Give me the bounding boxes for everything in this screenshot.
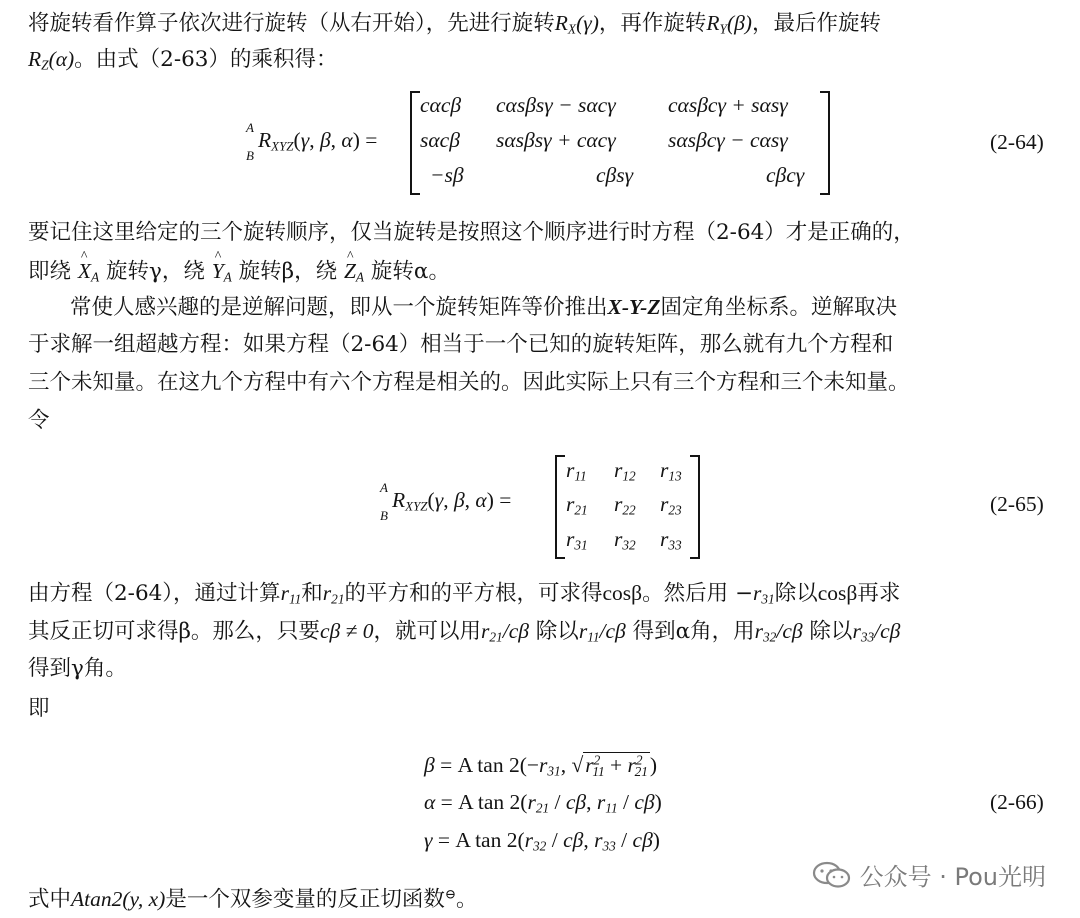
paragraph-4-line-3: 得到γ角。 bbox=[28, 656, 127, 681]
paragraph-1-line-1: 将旋转看作算子依次进行旋转（从右开始），先进行旋转$R_X(\gamma)$，再作旋转$R_Y(\beta)$，最后作旋转 bbox=[28, 11, 881, 37]
paragraph-3-line-1: 常使人感兴趣的是逆解问题，即从一个旋转矩阵等价推出X-Y-Z固定角坐标系。逆解取决 bbox=[70, 295, 897, 320]
eq65-left-bracket bbox=[555, 455, 565, 559]
eq65-cell: $r_{12}$ bbox=[614, 458, 636, 484]
paragraph-3-line-2: 于求解一组超越方程：如果方程（2-64）相当于一个已知的旋转矩阵，那么就有九个方程和 bbox=[28, 332, 894, 357]
rx-gamma: $R_X(\gamma)$ bbox=[554, 11, 599, 37]
eq65-cell: $r_{11}$ bbox=[566, 458, 587, 484]
footnote-mark: ⊖ bbox=[444, 886, 457, 902]
paragraph-2-line-1: 要记住这里给定的三个旋转顺序，仅当旋转是按照这个顺序进行时方程（2-64）才是正确的， bbox=[28, 220, 915, 245]
eq65-cell: $r_{22}$ bbox=[614, 492, 636, 518]
eq64-cell: −sβ bbox=[430, 163, 464, 187]
paragraph-3-line-4: 令 bbox=[28, 408, 50, 433]
eq65-cell: $r_{32}$ bbox=[614, 527, 636, 553]
eq64-number: (2-64) bbox=[990, 130, 1044, 154]
paragraph-5: 式中Atan2(y, x)是一个双参变量的反正切函数⊖。 bbox=[28, 886, 478, 912]
ry-beta: $R_Y(\beta)$ bbox=[706, 11, 752, 37]
rz-alpha: $R_Z(\alpha)$ bbox=[28, 47, 75, 73]
eq65-cell: $r_{33}$ bbox=[660, 527, 682, 553]
eq64-cell: cαcβ bbox=[420, 93, 462, 117]
eq65-cell: $r_{13}$ bbox=[660, 458, 682, 484]
eq64-cell: sαsβcγ − cαsγ bbox=[668, 128, 788, 152]
eq64-cell: sαsβsγ + cαcγ bbox=[496, 128, 616, 152]
eq66-beta: β = A $\tan 2(-r_{31}$, $√r^2_{11} + r^2_{21}$) bbox=[424, 752, 658, 779]
paragraph-3-line-3: 三个未知量。在这九个方程中有六个方程是相关的。因此实际上只有三个方程和三个未知量。 bbox=[28, 370, 910, 395]
eq65-cell: $r_{23}$ bbox=[660, 492, 682, 518]
eq65-cell: $r_{21}$ bbox=[566, 492, 588, 518]
eq64-cell: cβcγ bbox=[766, 163, 805, 187]
y-hat-a: ^ $Y_A$ bbox=[212, 256, 232, 286]
eq66-gamma: γ = A $\tan 2(r_{32}$ / cβ, $r_{33} / c\beta$) bbox=[424, 828, 660, 854]
eq65-lhs: A B $R_{XYZ}(\gamma$, β, α) = bbox=[380, 480, 512, 523]
watermark bbox=[812, 857, 1046, 892]
eq64-left-bracket bbox=[410, 91, 420, 195]
eq64-cell: cαsβsγ − sαcγ bbox=[496, 93, 616, 117]
paragraph-1-line-2: $R_Z(\alpha)$。由式（2-63）的乘积得： bbox=[28, 47, 338, 73]
watermark-text: 公众号 · Pou光明 bbox=[859, 863, 1046, 891]
eq64-cell: cβsγ bbox=[596, 163, 634, 187]
z-hat-a: ^ $Z_A$ bbox=[344, 256, 364, 286]
paragraph-2-line-2: 即绕 ^ $X_A$ 旋转γ，绕 ^ $Y_A$ 旋转β，绕 ^ $Z_A$ 旋转α。 bbox=[28, 256, 450, 287]
eq64-right-bracket bbox=[820, 91, 830, 195]
eq64-lhs: A B $R_{XYZ}(\gamma$, β, α) = bbox=[246, 120, 378, 163]
eq65-number: (2-65) bbox=[990, 492, 1044, 516]
eq65-cell: $r_{31}$ bbox=[566, 527, 588, 553]
x-hat-a: ^ $X_A$ bbox=[78, 256, 99, 286]
wechat-icon bbox=[812, 860, 852, 890]
eq64-cell: sαcβ bbox=[420, 128, 460, 152]
eq65-right-bracket bbox=[690, 455, 700, 559]
paragraph-4-line-2: 其反正切可求得β。那么，只要cβ ≠ 0，就可以用$r_{21}/c\beta$ 除以$r_{11}/c\beta$ 得到α角，用$r_{32}/c\beta$ 除以$r_{33}/c\beta$ bbox=[28, 619, 901, 645]
paragraph-4-line-1: 由方程（2-64），通过计算$r_{11}$和$r_{21}$的平方和的平方根，可求得cosβ。然后用 $-r_{31}$除以cosβ再求 bbox=[28, 581, 901, 607]
eq66-number: (2-66) bbox=[990, 790, 1044, 814]
eq66-alpha: α = A $\tan 2(r_{21}$ / cβ, $r_{11} / c\beta$) bbox=[424, 790, 662, 816]
eq64-cell: cαsβcγ + sαsγ bbox=[668, 93, 788, 117]
paragraph-4-line-4: 即 bbox=[28, 696, 50, 721]
